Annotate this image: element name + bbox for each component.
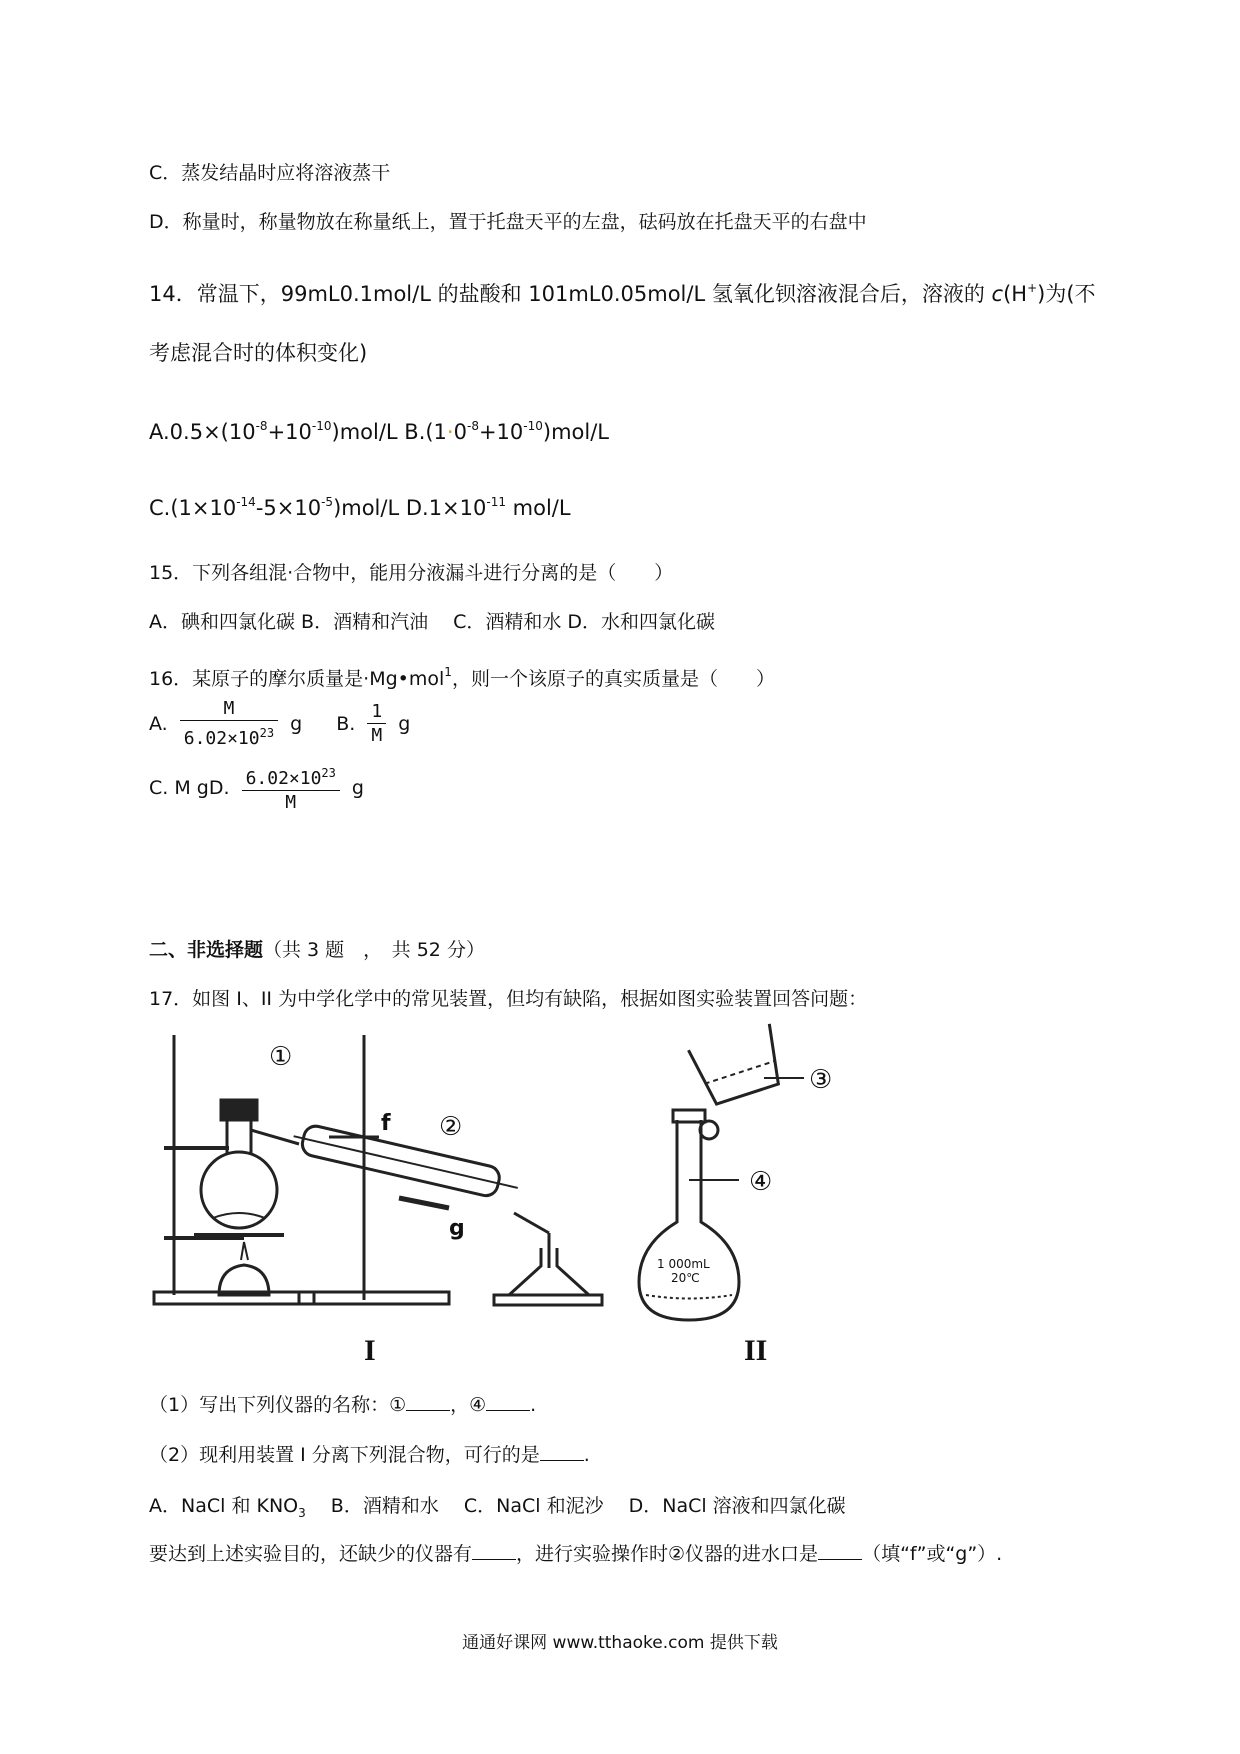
q16-a-den-text: 6.02×10: [183, 728, 260, 749]
q14-b-part1: 0: [453, 420, 467, 444]
q14-stem-end: )为(不: [1037, 282, 1096, 306]
q14-stem-line2: 考虑混合时的体积变化): [149, 341, 368, 365]
flask-base: [494, 1295, 602, 1305]
q14-d-part1: )mol/L D.1×10: [333, 496, 487, 520]
q14-b-exp2: -10: [523, 419, 543, 433]
q16-a-label: A.: [149, 713, 168, 735]
volumetric-label-temp: 20℃: [671, 1271, 700, 1285]
beaker: [688, 1024, 787, 1107]
outlet-g-tube: [399, 1198, 449, 1208]
page-footer: 通通好课网 www.tthaoke.com 提供下载: [462, 1633, 778, 1653]
section-2-info: （共 3 题 ， 共 52 分）: [263, 939, 485, 961]
flask-stopper: [221, 1100, 257, 1120]
side-arm: [251, 1130, 299, 1144]
answer-blank-4[interactable]: [486, 1392, 530, 1411]
q14-b-part2: +10: [478, 420, 524, 444]
q17-part3-mid: ，进行实验操作时②仪器的进水口是: [516, 1543, 819, 1565]
distillation-flask: [201, 1152, 277, 1228]
volumetric-label-volume: 1 000mL: [657, 1257, 710, 1271]
adapter: [514, 1213, 549, 1233]
q16-sup: 1: [444, 665, 452, 679]
q13-option-c: C．蒸发结晶时应将溶液蒸干: [149, 162, 391, 184]
q14-c-exp1: -14: [236, 495, 256, 509]
q14-options-ab: [149, 413, 609, 445]
caption-apparatus-2: II: [744, 1334, 768, 1367]
flask-neck: [227, 1118, 251, 1154]
q17-part1-end: .: [530, 1394, 537, 1416]
q16-d-label: D.: [208, 777, 230, 799]
q17-apparatus-figure: [149, 1020, 919, 1382]
q16-d-num-text: 6.02×10: [245, 768, 322, 789]
q14-h-symbol: (H: [1003, 282, 1028, 306]
q16-a-unit: g: [290, 713, 303, 735]
q14-c-exp2: -5: [321, 495, 334, 509]
q17-options: [149, 1493, 846, 1526]
q16-b-den: M: [371, 725, 383, 746]
apparatus-drawing: [149, 1020, 919, 1382]
q14-b-dot: ·: [446, 420, 454, 444]
flask-liquid-level: [646, 1295, 732, 1299]
stopper-loose: [700, 1121, 718, 1139]
q14-a-part1: A.0.5×(10: [149, 420, 256, 444]
q17-part3-text: 要达到上述实验目的，还缺少的仪器有: [149, 1543, 473, 1565]
answer-blank-1[interactable]: [406, 1392, 450, 1411]
answer-blank-instrument[interactable]: [472, 1541, 516, 1560]
q15-stem: 15．下列各组混·合物中，能用分液漏斗进行分离的是（ ）: [149, 562, 674, 584]
q14-c-symbol: c: [991, 282, 1004, 306]
q16-d-unit: g: [351, 777, 364, 799]
q16-d-den: M: [285, 792, 297, 813]
q14-stem: [149, 275, 1096, 307]
q14-b-part3: )mol/L: [542, 420, 609, 444]
q16-stem: [149, 659, 775, 692]
q16-b-label: B.: [336, 713, 356, 735]
q14-plus-sup: +: [1027, 281, 1038, 295]
q17-option-a-sub: 3: [298, 1505, 306, 1520]
label-circle-3: ③: [809, 1065, 833, 1095]
q14-b-exp1: -8: [466, 419, 479, 433]
flask-liquid: [213, 1213, 265, 1218]
label-g: g: [449, 1216, 465, 1241]
q16-b-fraction: [367, 701, 386, 748]
q14-c-part1: C.(1×10: [149, 496, 237, 520]
q13-option-d: D．称量时，称量物放在称量纸上，置于托盘天平的左盘，砝码放在托盘天平的右盘中: [149, 211, 867, 233]
lamp-flame: [241, 1242, 248, 1260]
q17-options-rest: B．酒精和水 C．NaCl 和泥沙 D．NaCl 溶液和四氯化碳: [305, 1495, 846, 1517]
q16-options-ab: [149, 698, 410, 751]
q16-b-num: 1: [367, 701, 386, 724]
label-f: f: [381, 1111, 391, 1136]
q16-a-fraction: [180, 698, 278, 751]
q16-a-den: [180, 721, 278, 751]
q14-a-exp2: -10: [311, 419, 332, 433]
q17-part1-sep: ，④: [450, 1394, 487, 1416]
q17-part3-end: （填“f”或“g”）.: [862, 1543, 1003, 1565]
q16-options-cd: [149, 762, 364, 815]
stand-base-right: [299, 1292, 449, 1304]
caption-apparatus-1: I: [364, 1334, 376, 1367]
q16-stem-part1: 16．某原子的摩尔质量是·Mg•mol: [149, 668, 445, 690]
q17-part1-text: （1）写出下列仪器的名称：①: [149, 1394, 407, 1416]
q17-option-a: A．NaCl 和 KNO: [149, 1495, 299, 1517]
q14-options-cd: [149, 489, 571, 521]
q14-d-part2: mol/L: [505, 496, 571, 520]
q14-a-part2: +10: [267, 420, 312, 444]
q16-c-option: C. M g: [149, 777, 209, 799]
q14-d-exp: -11: [486, 495, 506, 509]
label-circle-1: ①: [269, 1042, 293, 1072]
q17-part2-end: .: [583, 1444, 590, 1466]
condenser: [290, 1122, 521, 1203]
q17-stem: 17．如图 I、II 为中学化学中的常见装置，但均有缺陷，根据如图实验装置回答问题：: [149, 988, 868, 1010]
q16-a-den-exp: 23: [259, 726, 275, 740]
section-2-title: 二、非选择题: [149, 939, 264, 961]
q16-d-num-exp: 23: [321, 766, 336, 780]
q16-a-num: M: [180, 698, 278, 721]
q17-part3: [149, 1541, 1002, 1567]
answer-blank-mixture[interactable]: [540, 1442, 584, 1461]
q16-d-fraction: [242, 762, 340, 815]
label-circle-2: ②: [439, 1112, 463, 1142]
label-circle-4: ④: [749, 1167, 773, 1197]
volumetric-flask: [639, 1120, 739, 1320]
q16-d-num: [242, 762, 340, 791]
answer-blank-inlet[interactable]: [818, 1541, 862, 1560]
q16-stem-part2: ，则一个该原子的真实质量是（ ）: [451, 668, 775, 690]
section-2-heading: [149, 937, 485, 963]
q14-c-part2: -5×10: [255, 496, 322, 520]
q17-part1: [149, 1392, 536, 1418]
q14-a-part3: )mol/L B.(1: [331, 420, 447, 444]
q14-stem-text: 14．常温下，99mL0.1mol/L 的盐酸和 101mL0.05mol/L 氢氧化钡溶液混合后，溶液的: [149, 282, 992, 306]
q14-a-exp1: -8: [255, 419, 268, 433]
q17-part2: [149, 1442, 590, 1468]
q17-part2-text: （2）现利用装置 I 分离下列混合物，可行的是: [149, 1444, 540, 1466]
q16-b-unit: g: [398, 713, 411, 735]
q15-options: A．碘和四氯化碳 B．酒精和汽油 C．酒精和水 D．水和四氯化碳: [149, 611, 716, 633]
